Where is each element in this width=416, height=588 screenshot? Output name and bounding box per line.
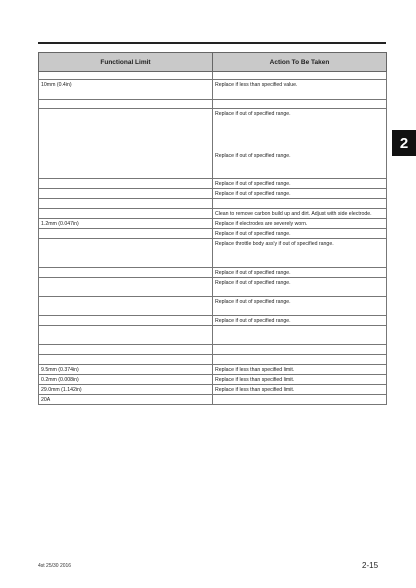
functional-limit-cell: 9.5mm (0.374in) [39,365,213,375]
action-cell: Replace if less than specified limit. [213,385,387,395]
header-action: Action To Be Taken [213,53,387,72]
functional-limit-cell [39,355,213,365]
functional-limit-cell: 20A [39,395,213,405]
table-row [39,385,387,395]
functional-limit-cell [39,209,213,219]
header-functional-limit: Functional Limit [39,53,213,72]
table-row [39,355,387,365]
action-cell [213,100,387,109]
functional-limit-cell [39,268,213,278]
table-row [39,239,387,268]
table-row [39,395,387,405]
table-row [39,219,387,229]
table-row [39,100,387,109]
functional-limit-cell [39,179,213,189]
table-row [39,72,387,80]
functional-limit-cell [39,239,213,268]
action-text: Replace if out of specified range. [215,153,291,159]
chapter-number: 2 [399,134,409,152]
action-cell: Replace if less than specified value. [213,80,387,100]
table-row [39,199,387,209]
table-row [39,297,387,316]
functional-limit-cell: 1.2mm (0.047in) [39,219,213,229]
functional-limit-cell [39,316,213,326]
table-header-row [39,53,387,72]
functional-limit-cell [39,100,213,109]
action-cell: Replace if out of specified range. [213,189,387,199]
table-row [39,365,387,375]
functional-limit-cell [39,72,213,80]
table-row [39,189,387,199]
page-number: 2-15 [362,561,379,570]
table-row [39,345,387,355]
table-body [39,72,387,405]
action-cell: Clean to remove carbon build up and dirt. Adjust with side electrode. [213,209,387,219]
functional-limit-cell [39,278,213,297]
chapter-tab [392,130,416,156]
table-row [39,109,387,179]
table-row [39,316,387,326]
functional-limit-cell [39,297,213,316]
action-cell: Replace if out of specified range. [213,278,387,297]
table-row [39,209,387,219]
functional-limit-cell [39,326,213,345]
action-cell: Replace if out of specified range. [213,297,387,316]
spacer [215,117,384,153]
action-cell: Replace if out of specified range. [213,316,387,326]
table-row [39,80,387,100]
action-cell [213,395,387,405]
table-row [39,278,387,297]
functional-limit-cell [39,199,213,209]
footer-model: 4st 25/30 2016 [38,563,72,569]
functional-limit-cell [39,189,213,199]
action-cell: Replace if less than specified limit. [213,365,387,375]
action-cell [213,109,387,179]
action-cell: Replace if electrodes are severely worn. [213,219,387,229]
table-row [39,326,387,345]
functional-limit-cell [39,229,213,239]
functional-limit-cell [39,345,213,355]
functional-limit-cell: 29.0mm (1.142in) [39,385,213,395]
action-cell [213,72,387,80]
table-row [39,268,387,278]
action-cell [213,199,387,209]
action-cell: Replace throttle body ass'y if out of specified range. [213,239,387,268]
action-cell [213,345,387,355]
action-text: Replace if out of specified range. [215,111,291,117]
action-cell: Replace if out of specified range. [213,268,387,278]
table-row [39,179,387,189]
table-row [39,375,387,385]
functional-limit-cell: 0.2mm (0.008in) [39,375,213,385]
spec-table [38,52,387,405]
action-cell: Replace if less than specified limit. [213,375,387,385]
action-cell: Replace if out of specified range. [213,229,387,239]
functional-limit-cell [39,109,213,179]
action-cell [213,326,387,345]
action-cell [213,355,387,365]
functional-limit-cell: 10mm (0.4in) [39,80,213,100]
table-row [39,229,387,239]
action-cell: Replace if out of specified range. [213,179,387,189]
top-rule [38,42,386,44]
